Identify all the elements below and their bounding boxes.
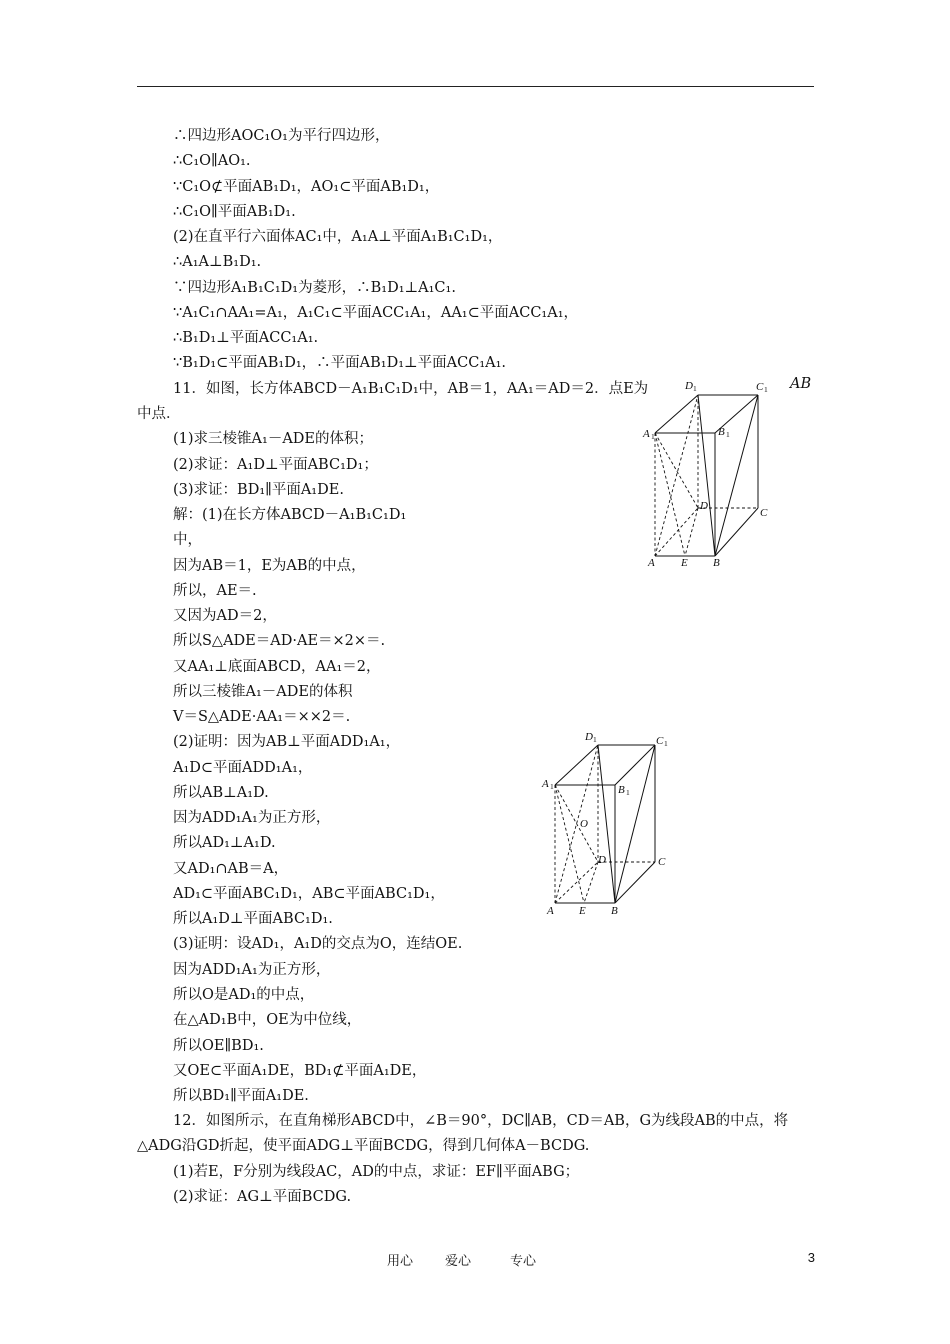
label-E: E — [681, 557, 688, 569]
label-A1-sub: 1 — [651, 432, 655, 441]
text-line: V＝S△ADE·AA₁＝××2＝. — [173, 709, 351, 725]
stray-text: AB — [790, 376, 812, 392]
text-line: ∵B₁D₁⊂平面AB₁D₁，∴平面AB₁D₁⊥平面ACC₁A₁. — [173, 355, 507, 371]
label-D1-sub: 1 — [593, 735, 597, 744]
label-B1-sub: 1 — [726, 430, 730, 439]
label-C1-sub: 1 — [664, 739, 668, 748]
footer-item-1: 用心 — [387, 1254, 414, 1269]
label-D1-sub: 1 — [693, 384, 697, 393]
text-line: (3)求证：BD₁∥平面A₁DE. — [173, 482, 344, 498]
text-line: 中点． — [137, 406, 181, 422]
text-line: ∵四边形A₁B₁C₁D₁为菱形，∴B₁D₁⊥A₁C₁. — [173, 280, 456, 296]
text-line: 所以三棱锥A₁－ADE的体积 — [173, 684, 353, 700]
text-line: 12．如图所示，在直角梯形ABCD中，∠B＝90°，DC∥AB，CD＝AB，G为线段AB的中点，将 — [173, 1113, 789, 1129]
text-line: (2)证明：因为AB⊥平面ADD₁A₁， — [173, 734, 401, 750]
label-D1: D — [585, 731, 593, 743]
text-line: 解：(1)在长方体ABCD－A₁B₁C₁D₁ — [173, 507, 407, 523]
text-line: 所以AD₁⊥A₁D. — [173, 835, 276, 851]
label-A1: A — [542, 778, 549, 790]
text-line: (2)求证：AG⊥平面BCDG. — [173, 1189, 352, 1205]
text-line: (1)求三棱锥A₁－ADE的体积； — [173, 431, 374, 447]
text-line: ∴四边形AOC₁O₁为平行四边形， — [173, 128, 390, 144]
header-rule — [137, 86, 814, 87]
text-line: (3)证明：设AD₁，A₁D的交点为O，连结OE. — [173, 936, 463, 952]
text-line: 11．如图，长方体ABCD－A₁B₁C₁D₁中，AB＝1，AA₁＝AD＝2．点E为 — [173, 381, 649, 397]
label-O: O — [580, 818, 588, 830]
label-D: D — [598, 854, 606, 866]
text-line: 又因为AD＝2， — [173, 608, 277, 624]
label-A: A — [648, 557, 655, 569]
label-B1: B — [718, 426, 725, 438]
label-A1: A — [643, 428, 650, 440]
label-C1-sub: 1 — [764, 385, 768, 394]
text-line: ∴C₁O∥AO₁. — [173, 153, 251, 169]
text-line: 又OE⊂平面A₁DE，BD₁⊄平面A₁DE， — [173, 1063, 427, 1079]
text-line: 又AA₁⊥底面ABCD，AA₁＝2， — [173, 659, 381, 675]
text-line: A₁D⊂平面ADD₁A₁， — [173, 760, 313, 776]
text-line: ∴C₁O∥平面AB₁D₁. — [173, 204, 296, 220]
text-line: 所以OE∥BD₁. — [173, 1038, 264, 1054]
label-C1: C — [756, 381, 764, 393]
page-number: 3 — [807, 1250, 815, 1265]
text-line: AD₁⊂平面ABC₁D₁，AB⊂平面ABC₁D₁， — [173, 886, 445, 902]
text-line: ∴A₁A⊥B₁D₁. — [173, 254, 262, 270]
text-line: 中， — [173, 532, 202, 548]
cuboid-diagram-2 — [540, 730, 675, 920]
label-A1-sub: 1 — [550, 782, 554, 791]
text-line: 因为ADD₁A₁为正方形， — [173, 810, 331, 826]
label-B: B — [611, 905, 618, 917]
text-line: ∴B₁D₁⊥平面ACC₁A₁. — [173, 330, 319, 346]
figure-cuboid-1 — [640, 378, 775, 570]
text-line: ∵C₁O⊄平面AB₁D₁，AO₁⊂平面AB₁D₁， — [173, 179, 440, 195]
label-B: B — [713, 557, 720, 569]
text-line: 所以BD₁∥平面A₁DE. — [173, 1088, 309, 1104]
label-B1-sub: 1 — [626, 788, 630, 797]
text-line: (2)在直平行六面体AC₁中，A₁A⊥平面A₁B₁C₁D₁， — [173, 229, 503, 245]
footer-item-3: 专心 — [510, 1254, 537, 1269]
text-line: 所以S△ADE＝AD·AE＝×2×＝. — [173, 633, 386, 649]
footer-item-2: 爱心 — [445, 1254, 472, 1269]
label-C: C — [658, 856, 666, 868]
label-E: E — [579, 905, 586, 917]
text-line: 所以，AE＝. — [173, 583, 257, 599]
text-line: 又AD₁∩AB＝A， — [173, 861, 289, 877]
text-line: 所以AB⊥A₁D. — [173, 785, 269, 801]
text-line: 所以A₁D⊥平面ABC₁D₁. — [173, 911, 333, 927]
cuboid-diagram-1 — [640, 378, 775, 570]
label-B1: B — [618, 784, 625, 796]
text-line: (1)若E，F分别为线段AC，AD的中点，求证：EF∥平面ABG； — [173, 1164, 580, 1180]
text-line: 在△AD₁B中，OE为中位线， — [173, 1012, 362, 1028]
text-line: 所以O是AD₁的中点， — [173, 987, 315, 1003]
text-line: 因为AB＝1，E为AB的中点， — [173, 558, 366, 574]
label-C: C — [760, 507, 768, 519]
text-line: △ADG沿GD折起，使平面ADG⊥平面BCDG，得到几何体A－BCDG. — [137, 1138, 590, 1154]
label-C1: C — [656, 735, 664, 747]
label-A: A — [547, 905, 554, 917]
text-line: 因为ADD₁A₁为正方形， — [173, 962, 331, 978]
label-D: D — [700, 500, 708, 512]
label-D1: D — [685, 380, 693, 392]
text-line: ∵A₁C₁∩AA₁=A₁，A₁C₁⊂平面ACC₁A₁，AA₁⊂平面ACC₁A₁， — [173, 305, 579, 321]
text-line: (2)求证：A₁D⊥平面ABC₁D₁； — [173, 457, 378, 473]
figure-cuboid-2 — [540, 730, 675, 920]
